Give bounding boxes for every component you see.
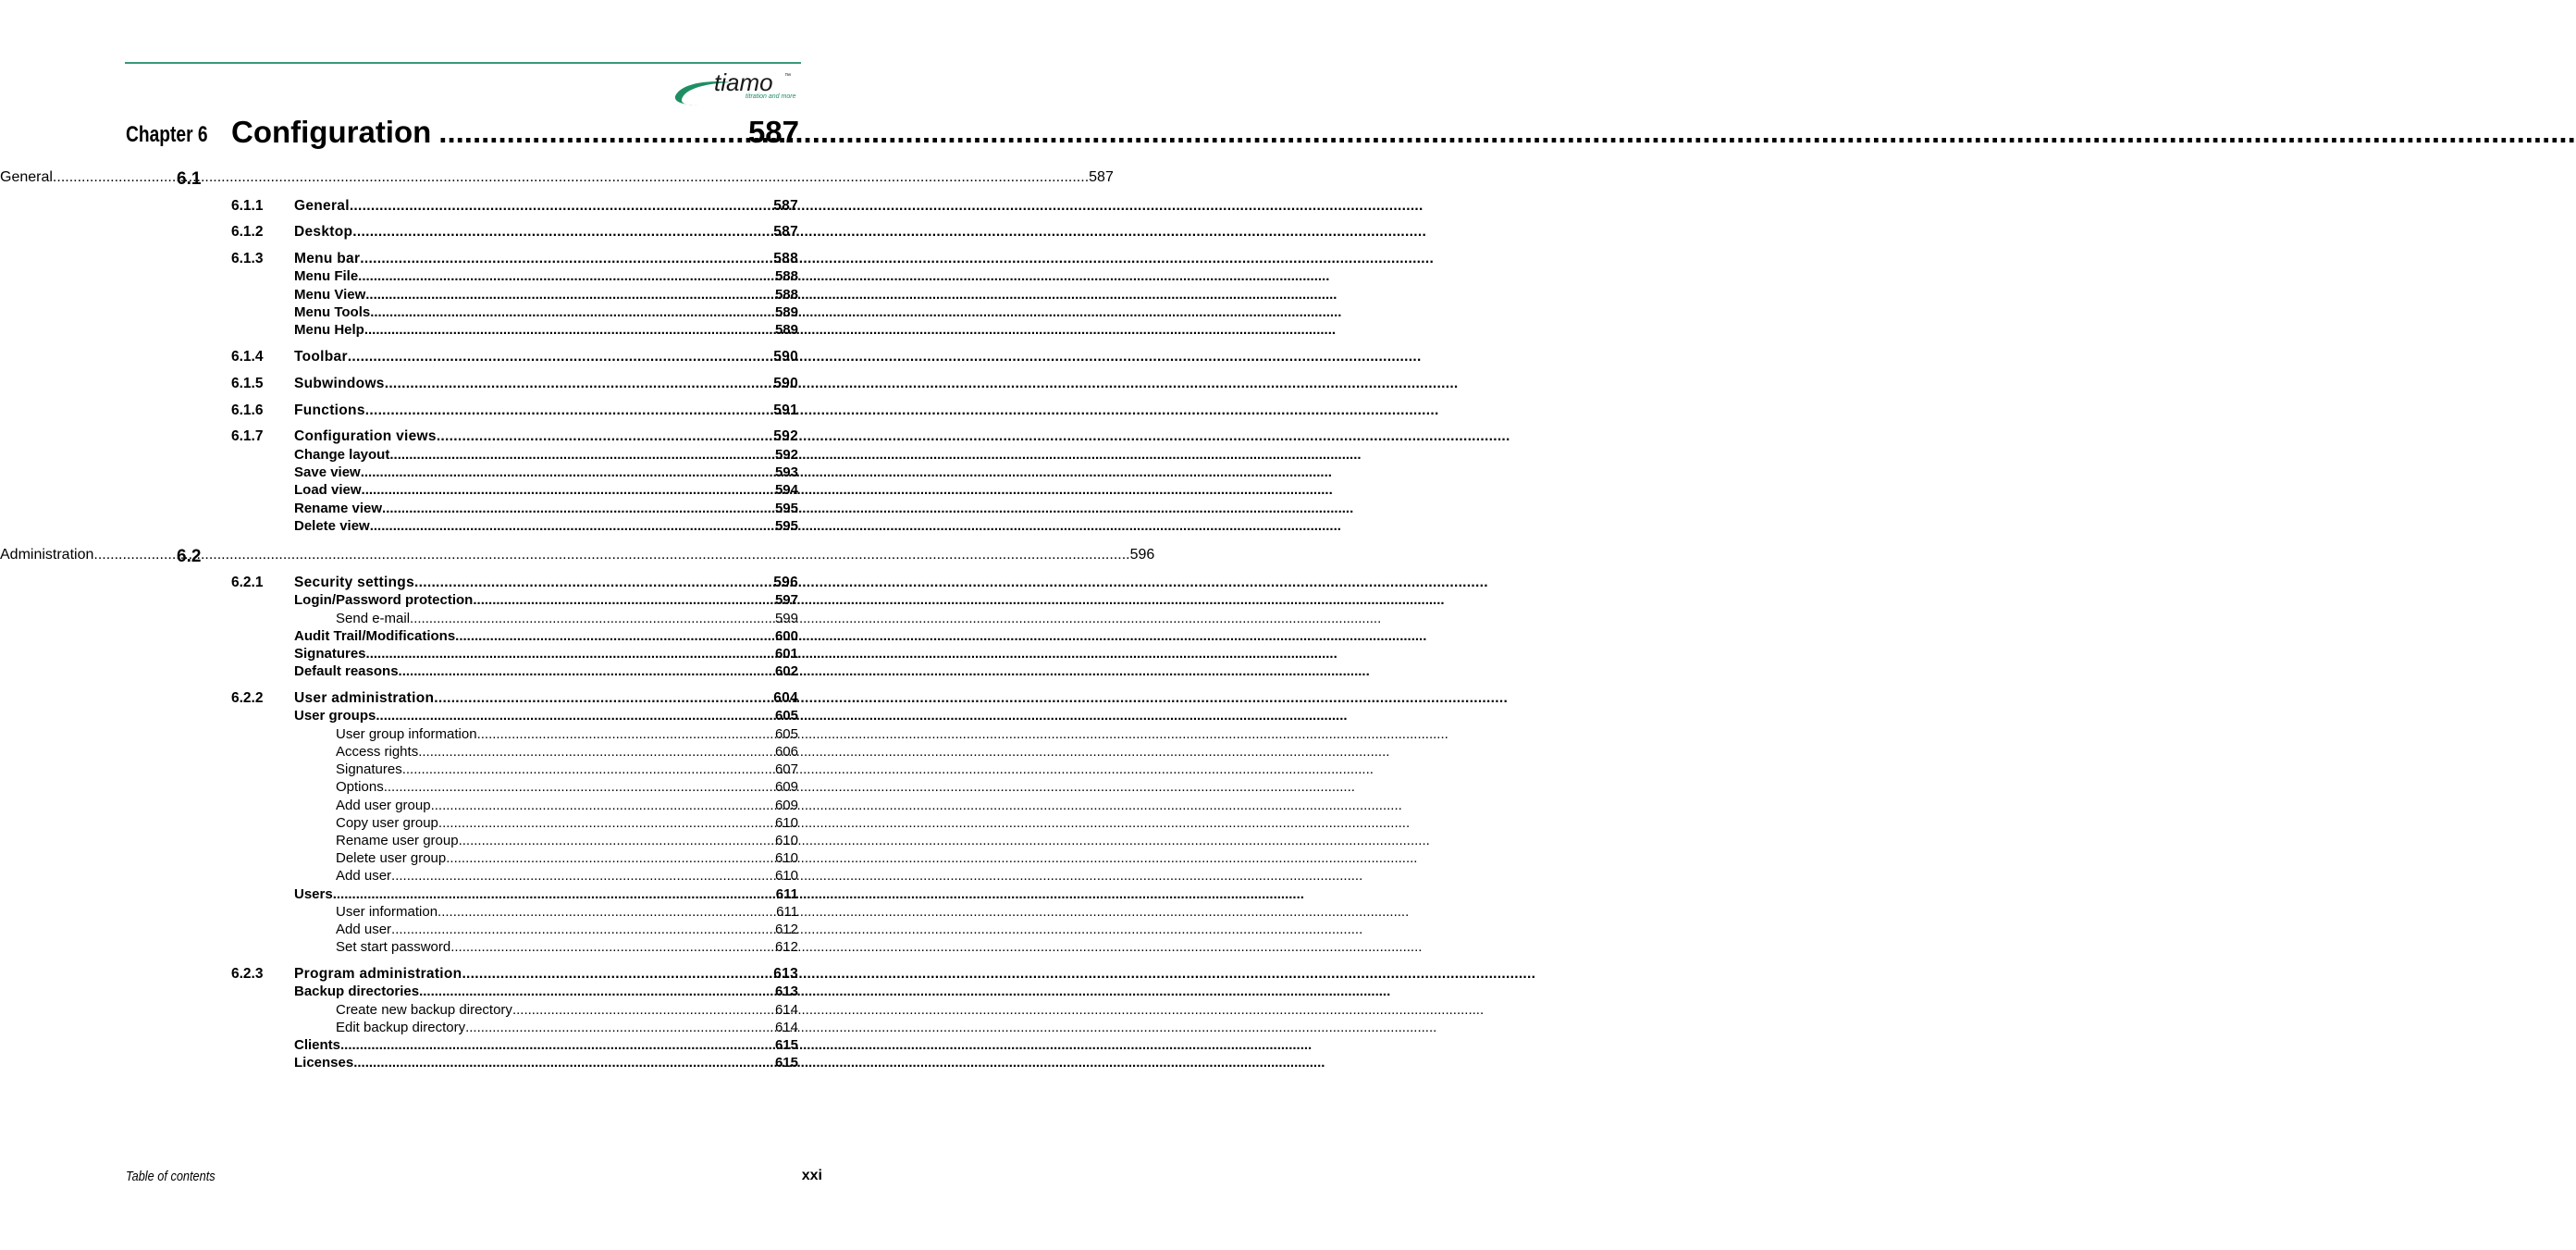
toc-entry-title: Rename user group (336, 833, 459, 848)
toc-entry-number: 6.1.5 (231, 376, 264, 391)
toc-entry[interactable] (294, 428, 798, 445)
toc-entry[interactable] (294, 198, 798, 215)
leader-dots (410, 611, 772, 626)
toc-entry[interactable] (294, 646, 798, 662)
chapter-heading (126, 115, 799, 155)
toc-entry-page: 615 (774, 1055, 798, 1071)
toc-entry[interactable] (294, 663, 798, 679)
toc-entry-page: 589 (774, 304, 798, 320)
toc-entry[interactable] (294, 708, 798, 724)
toc-entry-page: 611 (776, 904, 798, 920)
toc-entry-title: Add user (336, 868, 392, 884)
svg-text:tiamo: tiamo (714, 68, 773, 96)
leader-dots (446, 850, 772, 866)
toc-entry-title: Functions (294, 402, 365, 418)
toc-entry-title: Signatures (336, 761, 402, 777)
toc-entry-page: 610 (774, 815, 798, 831)
leader-dots (389, 447, 772, 463)
toc-entry-title: Menu Tools (294, 304, 371, 320)
toc-entry-number: 6.1.1 (231, 198, 264, 214)
leader-dots (455, 628, 772, 644)
toc-entry-number: 6.1 (177, 169, 202, 189)
leader-dots (370, 304, 772, 320)
toc-entry-title: Licenses (294, 1055, 354, 1071)
toc-entry-page: 596 (773, 575, 798, 590)
toc-entry-title: Toolbar (294, 349, 348, 365)
toc-entry-number: 6.2 (177, 547, 202, 566)
leader-dots (365, 402, 773, 419)
leader-dots (362, 482, 772, 498)
toc-entry-title: Menu View (294, 287, 366, 303)
toc-entry-page: 588 (774, 287, 798, 303)
toc-entry-page: 588 (773, 251, 798, 266)
leader-dots (382, 501, 772, 516)
toc-entry[interactable] (336, 868, 798, 884)
toc-entry[interactable] (294, 251, 798, 267)
toc-entry-title: Users (294, 886, 333, 902)
toc-entry-page: 610 (774, 850, 798, 866)
leader-dots (385, 376, 774, 392)
toc-entry-page: 615 (774, 1037, 798, 1053)
toc-entry[interactable] (294, 447, 798, 463)
toc-entry-title: User administration (294, 690, 435, 706)
toc-entry-page: 587 (1089, 169, 1114, 185)
toc-entry-title: Menu File (294, 268, 359, 284)
leader-dots (93, 547, 1129, 563)
toc-entry-title: Login/Password protection (294, 592, 474, 608)
toc-entry[interactable] (336, 798, 798, 813)
leader-dots (419, 984, 772, 999)
toc-entry-title: Rename view (294, 501, 383, 516)
leader-dots (459, 833, 772, 848)
footer-section-title: Table of contents (126, 1169, 216, 1184)
toc-entry-page: 587 (773, 198, 798, 214)
toc-entry-title: Subwindows (294, 376, 385, 391)
svg-text:titration and more: titration and more (746, 93, 796, 100)
toc-entry-title: Create new backup directory (336, 1002, 512, 1018)
toc-entry-title: User information (336, 904, 438, 920)
toc-entry-title: Add user group (336, 798, 431, 813)
toc-entry-page: 606 (774, 744, 798, 760)
toc-entry[interactable] (294, 304, 798, 320)
toc-entry-number: 6.2.2 (231, 690, 264, 706)
toc-entry[interactable] (294, 1055, 798, 1071)
toc-entry-number: 6.2.1 (231, 575, 264, 590)
toc-entry[interactable] (336, 939, 798, 955)
leader-dots (333, 886, 773, 902)
toc-entry-number: 6.2.3 (231, 966, 264, 982)
leader-dots (418, 744, 772, 760)
toc-entry-page: 587 (773, 224, 798, 240)
toc-entry-title: Load view (294, 482, 362, 498)
leader-dots (353, 1055, 772, 1071)
toc-entry-page: 588 (774, 268, 798, 284)
leader-dots (434, 690, 773, 707)
toc-entry-title: Security settings (294, 575, 415, 590)
toc-entry[interactable] (336, 904, 798, 920)
toc-entry-title: General (294, 198, 350, 214)
toc-entry[interactable] (294, 690, 798, 707)
leader-dots (376, 708, 772, 724)
toc-entry[interactable] (294, 322, 798, 338)
toc-entry-page: 610 (774, 833, 798, 848)
chapter-title: Configuration (231, 115, 432, 149)
leader-dots (365, 287, 772, 303)
toc-entry-page: 599 (774, 611, 798, 626)
toc-entry[interactable] (336, 779, 798, 795)
leader-dots (462, 966, 773, 983)
toc-entry-page: 607 (774, 761, 798, 777)
toc-entry-title: Backup directories (294, 984, 420, 999)
toc-entry-page: 613 (774, 984, 798, 999)
toc-entry-title: User group information (336, 726, 477, 742)
toc-entry[interactable] (294, 518, 798, 534)
toc-entry[interactable] (294, 402, 798, 419)
toc-entry-title: Program administration (294, 966, 462, 982)
leader-dots (477, 726, 772, 742)
leader-dots (438, 815, 772, 831)
leader-dots (348, 349, 773, 365)
leader-dots (402, 761, 772, 777)
chapter-page: 587 (747, 115, 799, 149)
toc-entry-title: Access rights (336, 744, 419, 760)
leader-dots (384, 779, 772, 795)
toc-entry-page: 612 (774, 939, 798, 955)
leader-dots (414, 575, 773, 591)
toc-entry-title: Clients (294, 1037, 341, 1053)
toc-entry[interactable] (294, 886, 798, 902)
toc-entry-page: 602 (774, 663, 798, 679)
toc-entry[interactable] (336, 922, 798, 937)
tiamo-logo (672, 67, 801, 107)
footer-page-number: xxi (801, 1168, 822, 1183)
leader-dots (450, 939, 772, 955)
toc-entry-page: 610 (774, 868, 798, 884)
leader-dots (465, 1020, 772, 1035)
leader-dots (364, 322, 772, 338)
svg-text:™: ™ (784, 73, 791, 80)
toc-entry-page: 595 (774, 518, 798, 534)
toc-entry[interactable] (0, 547, 1154, 563)
leader-dots (431, 798, 772, 813)
toc-entry-page: 597 (774, 592, 798, 608)
leader-dots (438, 904, 773, 920)
toc-entry-title: Menu bar (294, 251, 361, 266)
leader-dots (361, 464, 772, 480)
toc-entry-page: 592 (773, 428, 798, 444)
toc-entry[interactable] (294, 376, 798, 392)
toc-entry[interactable] (294, 501, 798, 516)
leader-dots (350, 198, 773, 215)
toc-entry[interactable] (336, 611, 798, 626)
toc-entry[interactable] (336, 833, 798, 848)
leader-dots (399, 663, 772, 679)
toc-entry-page: 589 (774, 322, 798, 338)
toc-entry[interactable] (294, 1037, 798, 1053)
toc-entry-page: 614 (774, 1002, 798, 1018)
toc-entry-title: Copy user group (336, 815, 438, 831)
toc-entry[interactable] (294, 966, 798, 983)
toc-entry-page: 614 (774, 1020, 798, 1035)
toc-entry[interactable] (294, 464, 798, 480)
toc-entry[interactable] (294, 628, 798, 644)
toc-entry[interactable] (294, 268, 798, 284)
toc-entry-number: 6.1.6 (231, 402, 264, 418)
chapter-label: Chapter 6 (126, 122, 208, 147)
toc-entry-title: General (0, 169, 53, 185)
leader-dots (360, 251, 773, 267)
toc-entry-page: 601 (774, 646, 798, 662)
toc-entry-title: Signatures (294, 646, 366, 662)
toc-entry[interactable] (336, 761, 798, 777)
toc-entry-title: Configuration views (294, 428, 437, 444)
toc-entry-title: Default reasons (294, 663, 399, 679)
toc-entry[interactable] (294, 575, 798, 591)
toc-entry-page: 593 (774, 464, 798, 480)
toc-entry[interactable] (294, 287, 798, 303)
leader-dots (391, 922, 772, 937)
leader-dots (473, 592, 772, 608)
toc-entry-title: Send e-mail (336, 611, 411, 626)
leader-dots (437, 428, 773, 445)
leader-dots (512, 1002, 772, 1018)
toc-entry-title: Add user (336, 922, 392, 937)
toc-entry[interactable] (294, 482, 798, 498)
toc-entry-title: Delete user group (336, 850, 447, 866)
toc-entry-page: 590 (773, 376, 798, 391)
toc-entry[interactable] (294, 224, 798, 241)
toc-entry-page: 591 (773, 402, 798, 418)
toc-entry-title: User groups (294, 708, 376, 724)
toc-entry[interactable] (336, 850, 798, 866)
toc-entry[interactable] (294, 984, 798, 999)
toc-entry-number: 6.1.3 (231, 251, 264, 266)
toc-entry-number: 6.1.4 (231, 349, 264, 365)
leader-dots (391, 868, 772, 884)
toc-entry-page: 600 (774, 628, 798, 644)
toc-entry-page: 590 (773, 349, 798, 365)
toc-entry-page: 604 (773, 690, 798, 706)
leader-dots (352, 224, 773, 241)
toc-entry-title: Desktop (294, 224, 353, 240)
toc-entry[interactable] (336, 815, 798, 831)
toc-entry-page: 609 (774, 779, 798, 795)
leader-dots (53, 169, 1089, 186)
leader-dots (340, 1037, 772, 1053)
toc-entry-page: 595 (774, 501, 798, 516)
chapter-title-line[interactable] (231, 115, 799, 150)
toc-entry[interactable] (0, 169, 1114, 186)
toc-entry-title: Edit backup directory (336, 1020, 466, 1035)
toc-entry-page: 609 (774, 798, 798, 813)
toc-entry[interactable] (336, 1002, 798, 1018)
toc-entry-title: Set start password (336, 939, 451, 955)
toc-entry-title: Delete view (294, 518, 370, 534)
toc-entry-title: Audit Trail/Modifications (294, 628, 456, 644)
toc-entry-title: Options (336, 779, 384, 795)
toc-entry-title: Administration (0, 547, 94, 563)
toc-entry[interactable] (294, 592, 798, 608)
toc-entry-title: Save view (294, 464, 361, 480)
header-rule (125, 62, 801, 64)
toc-entry-page: 612 (774, 922, 798, 937)
toc-entry-page: 605 (774, 708, 798, 724)
toc-entry[interactable] (336, 744, 798, 760)
toc-entry-page: 592 (774, 447, 798, 463)
toc-entry[interactable] (336, 1020, 798, 1035)
toc-entry-page: 594 (774, 482, 798, 498)
leader-dots (366, 646, 772, 662)
toc-entry-number: 6.1.7 (231, 428, 264, 444)
toc-entry-title: Change layout (294, 447, 390, 463)
toc-entry-page: 611 (775, 886, 798, 902)
toc-entry-page: 596 (1129, 547, 1155, 563)
toc-entry-page: 605 (774, 726, 798, 742)
toc-entry[interactable] (294, 349, 798, 365)
toc-entry-title: Menu Help (294, 322, 364, 338)
toc-entry[interactable] (336, 726, 798, 742)
leader-dots (358, 268, 772, 284)
toc-entry-number: 6.1.2 (231, 224, 264, 240)
leader-dots (431, 115, 741, 150)
leader-dots (370, 518, 772, 534)
toc-entry-page: 613 (773, 966, 798, 982)
